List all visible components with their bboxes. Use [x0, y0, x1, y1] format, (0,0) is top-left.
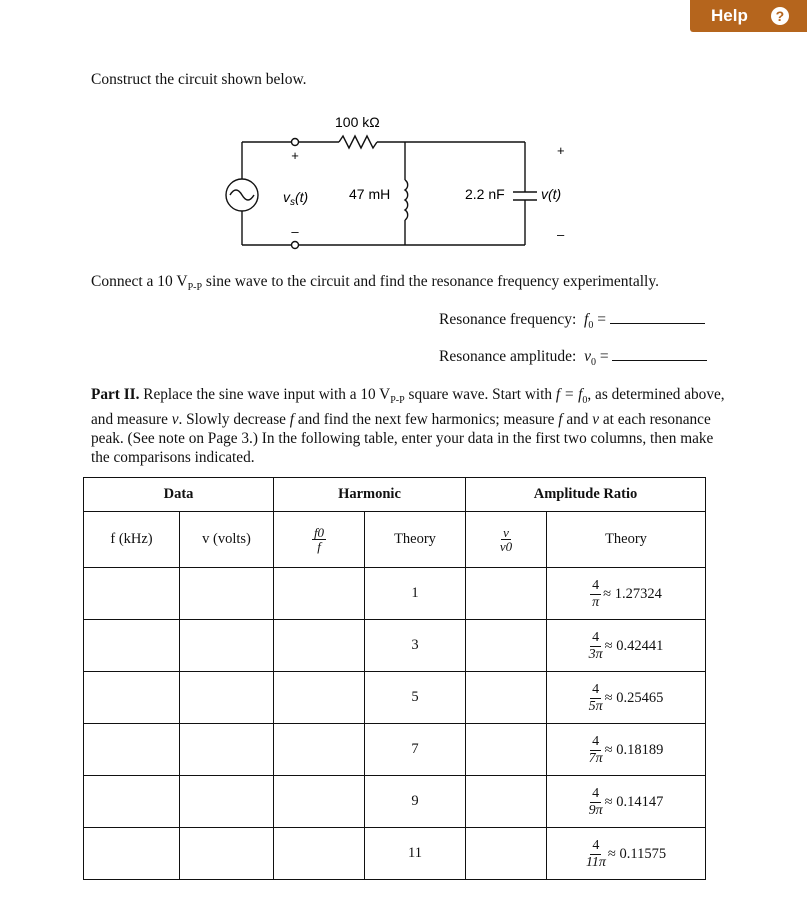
vratio-input-cell[interactable]	[466, 620, 547, 672]
svg-text:vs(t)	[283, 189, 308, 208]
vratio-input-cell[interactable]	[466, 568, 547, 620]
fratio-input-cell[interactable]	[274, 672, 365, 724]
harmonic-cell: 9	[365, 776, 466, 828]
source-plus: +	[291, 148, 299, 163]
vratio-input-cell[interactable]	[466, 828, 547, 880]
fratio-input-cell[interactable]	[274, 568, 365, 620]
table-row	[84, 828, 706, 880]
ratio-theory-cell: $\frac{4}{5\pi}$ ≈ 0.25465	[547, 672, 706, 724]
intro-text: Construct the circuit shown below.	[91, 71, 307, 88]
table-row	[84, 620, 706, 672]
col-v: v (volts)	[180, 512, 274, 568]
ratio-theory-cell: $\frac{4}{11\pi}$ ≈ 0.11575	[547, 828, 706, 880]
harmonic-cell: 1	[365, 568, 466, 620]
table-row	[84, 724, 706, 776]
harmonic-cell: 5	[365, 672, 466, 724]
group-data: Data	[84, 478, 274, 512]
harmonic-cell: 3	[365, 620, 466, 672]
ratio-theory-cell: $\frac{4}{\pi}$ ≈ 1.27324	[547, 568, 706, 620]
output-label: v(t)	[541, 186, 562, 202]
v-input-cell[interactable]	[180, 672, 274, 724]
vratio-input-cell[interactable]	[466, 776, 547, 828]
table-row	[84, 672, 706, 724]
f-input-cell[interactable]	[84, 568, 180, 620]
table-row	[84, 568, 706, 620]
fratio-input-cell[interactable]	[274, 620, 365, 672]
resonance-frequency-input[interactable]	[610, 311, 705, 324]
output-minus: –	[557, 227, 565, 242]
vratio-input-cell[interactable]	[466, 724, 547, 776]
ratio-theory-cell: $\frac{4}{3\pi}$ ≈ 0.42441	[547, 620, 706, 672]
col-vratio: $\frac{v}{v0}$	[466, 512, 547, 568]
col-theory: Theory	[365, 512, 466, 568]
part2-paragraph: Part II. Replace the sine wave input with a 10 $V_{P-P}$ square wave. Start with $f = f_0$, as determined above, and measure v. Slowly decrease f and find the next few harmonics; measure f and v at each resonance peak. (See note on Page 3.) In the following table, enter your data in the first two columns, then make the comparisons indicated.	[91, 386, 725, 467]
v-input-cell[interactable]	[180, 724, 274, 776]
f-input-cell[interactable]	[84, 724, 180, 776]
table-row	[84, 776, 706, 828]
v-input-cell[interactable]	[180, 620, 274, 672]
fratio-input-cell[interactable]	[274, 828, 365, 880]
f-input-cell[interactable]	[84, 828, 180, 880]
ratio-theory-cell: $\frac{4}{7\pi}$ ≈ 0.18189	[547, 724, 706, 776]
resonance-amplitude-input[interactable]	[612, 348, 707, 361]
vratio-input-cell[interactable]	[466, 672, 547, 724]
data-table	[83, 477, 706, 880]
ratio-theory-cell: $\frac{4}{9\pi}$ ≈ 0.14147	[547, 776, 706, 828]
group-harmonic: Harmonic	[274, 478, 466, 512]
f-input-cell[interactable]	[84, 620, 180, 672]
help-button[interactable]	[690, 0, 807, 32]
connect-text: Connect a 10 $V_{P-P}$ sine wave to the circuit and find the resonance frequency experimentally.	[91, 273, 659, 294]
fratio-input-cell[interactable]	[274, 724, 365, 776]
help-label: Help	[711, 6, 748, 25]
circuit-diagram	[215, 105, 585, 255]
harmonic-cell: 7	[365, 724, 466, 776]
source-sub: s	[290, 197, 295, 208]
source-arg: (t)	[295, 189, 309, 205]
group-amplitude: Amplitude Ratio	[466, 478, 706, 512]
inductor-label: 47 mH	[349, 186, 391, 202]
v-input-cell[interactable]	[180, 828, 274, 880]
source-minus: –	[291, 224, 299, 239]
v-input-cell[interactable]	[180, 568, 274, 620]
v-input-cell[interactable]	[180, 776, 274, 828]
source-label: v	[283, 189, 290, 205]
f-input-cell[interactable]	[84, 672, 180, 724]
resonance-amplitude-row: Resonance amplitude: $v_0$ =	[439, 348, 707, 368]
col-theory2: Theory	[547, 512, 706, 568]
resistor-label: 100 kΩ	[335, 114, 380, 130]
resonance-frequency-row: Resonance frequency: $f_0$ =	[439, 311, 705, 331]
output-plus: +	[557, 143, 565, 158]
col-fratio: $\frac{f0}{f}$	[274, 512, 365, 568]
question-circle-icon: ?	[771, 7, 789, 25]
capacitor-label: 2.2 nF	[465, 186, 505, 202]
col-f: f (kHz)	[84, 512, 180, 568]
fratio-input-cell[interactable]	[274, 776, 365, 828]
harmonic-cell: 11	[365, 828, 466, 880]
f-input-cell[interactable]	[84, 776, 180, 828]
